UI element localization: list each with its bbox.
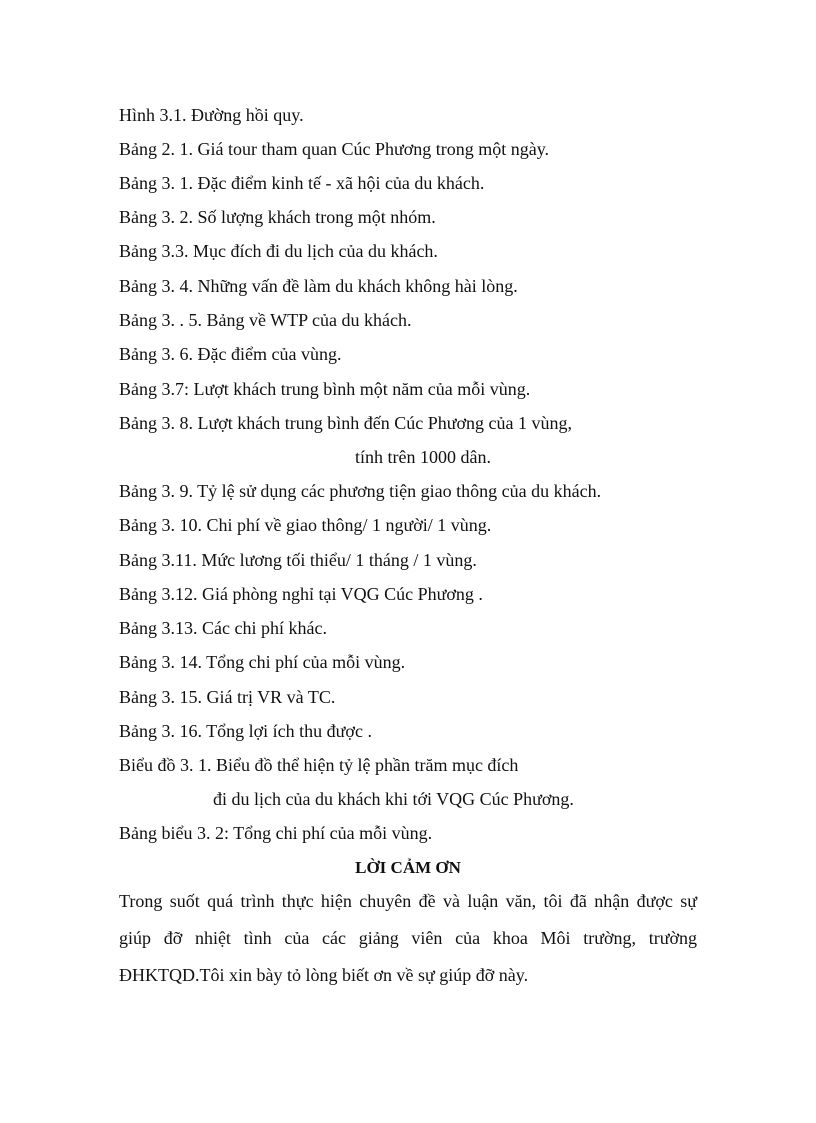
list-item: Bảng 3. 16. Tổng lợi ích thu được . [119,721,372,741]
list-item: Bảng 3.12. Giá phòng nghỉ tại VQG Cúc Phương . [119,584,483,604]
list-item: Bảng 3.3. Mục đích đi du lịch của du khách. [119,241,438,261]
list-item: Bảng 2. 1. Giá tour tham quan Cúc Phương trong một ngày. [119,139,550,159]
list-item-continuation: đi du lịch của du khách khi tới VQG Cúc Phương. [213,789,574,809]
list-item: Bảng 3. 15. Giá trị VR và TC. [119,687,336,707]
paragraph-line: ĐHKTQD.Tôi xin bày tỏ lòng biết ơn về sự giúp đỡ này. [119,965,529,985]
list-item-continuation: tính trên 1000 dân. [355,447,491,467]
list-item: Bảng 3.13. Các chi phí khác. [119,618,327,638]
list-item: Biểu đồ 3. 1. Biểu đồ thể hiện tỷ lệ phần trăm mục đích [119,755,519,775]
list-item: Bảng 3. 2. Số lượng khách trong một nhóm. [119,207,436,227]
list-item: Bảng 3. 14. Tổng chi phí của mỗi vùng. [119,652,406,672]
acknowledgement-heading: LỜI CẢM ƠN [355,858,461,877]
list-item: Bảng 3.11. Mức lương tối thiểu/ 1 tháng / 1 vùng. [119,550,477,570]
paragraph-line: Trong suốt quá trình thực hiện chuyên đề và luận văn, tôi đã nhận được sự [119,891,697,911]
paragraph-line: giúp đỡ nhiệt tình của các giảng viên của khoa Môi trường, trường [119,928,697,948]
list-item: Bảng biểu 3. 2: Tổng chi phí của mỗi vùng. [119,823,433,843]
list-item: Bảng 3. 8. Lượt khách trung bình đến Cúc Phương của 1 vùng, [119,413,572,433]
list-item: Bảng 3. 4. Những vấn đề làm du khách không hài lòng. [119,276,518,296]
list-item: Bảng 3. 9. Tỷ lệ sử dụng các phương tiện giao thông của du khách. [119,481,602,501]
list-item: Bảng 3. 10. Chi phí về giao thông/ 1 người/ 1 vùng. [119,515,492,535]
list-item: Bảng 3.7: Lượt khách trung bình một năm của mỗi vùng. [119,379,531,399]
list-item: Bảng 3. 6. Đặc điểm của vùng. [119,344,342,364]
list-item: Bảng 3. 1. Đặc điểm kinh tế - xã hội của du khách. [119,173,485,193]
list-item: Bảng 3. . 5. Bảng về WTP của du khách. [119,310,412,330]
list-item: Hình 3.1. Đường hồi quy. [119,105,304,125]
